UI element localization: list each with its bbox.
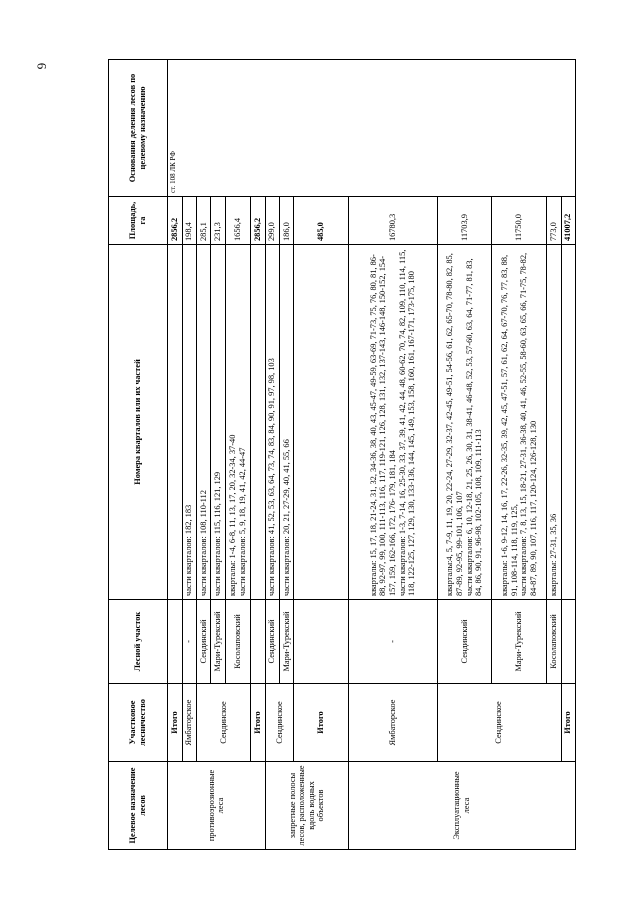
- district-cell: Сендинское: [265, 684, 294, 762]
- total-label: Итого: [561, 684, 575, 762]
- area-label-cell: Косолаповский: [225, 600, 250, 684]
- area-cell: 198,4: [182, 197, 196, 245]
- table-header-row: [109, 60, 168, 850]
- area-label-cell: Сендинский: [265, 600, 279, 684]
- quarters-cell: части кварталов: 41, 52, 53, 63, 64, 73, 74, 83, 84, 90, 91, 97, 98, 103: [265, 245, 279, 600]
- quarters-cell: части кварталов: 182, 183: [182, 245, 196, 600]
- area-label-cell: Сендинский: [197, 600, 211, 684]
- area-cell: 773,0: [547, 197, 561, 245]
- total-area: 41007,2: [561, 197, 575, 245]
- quarters-cell: [492, 245, 547, 600]
- purpose-cell: Эксплуатационные леса: [349, 762, 576, 850]
- area-cell: 11750,0: [492, 197, 547, 245]
- area-label-cell: Косолаповский: [547, 600, 561, 684]
- area-label-cell: -: [349, 600, 438, 684]
- table-row: [168, 60, 182, 850]
- district-cell: Сендинское: [437, 684, 561, 762]
- header-area: Площадь, га: [109, 197, 168, 245]
- area-cell: 299,0: [265, 197, 279, 245]
- area-cell: 186,0: [280, 197, 294, 245]
- total-label: Итого: [168, 684, 182, 762]
- quarters-cell: части кварталов: 20, 21, 27-29, 40, 41, 55, 66: [280, 245, 294, 600]
- total-area: 2856,2: [168, 197, 182, 245]
- quarters-line: кварталы: 15, 17, 18, 21-24, 31, 32, 34-36, 38, 40, 43, 45-47, 49-59, 63-69, 71-73, 75, 76, 80, 81, 86-88, 92-97, 99, 100, 111-113, 116, 117, 119-121, 126, 128, 131, 132, 137-143, 146-148, 150-152, 154-157, 159, 162-166, 172, 176- 179, 181, 184: [368, 254, 398, 596]
- area-cell: 11703,9: [437, 197, 492, 245]
- total-area: 2856,2: [251, 197, 265, 245]
- area-label-cell: Мари-Турекский: [211, 600, 225, 684]
- quarters-cell: кварталы: 27-31, 35, 36: [547, 245, 561, 600]
- quarters-line: кварталы: 1-4, 6-8, 11, 13, 17, 20, 32-34, 37-40: [228, 434, 238, 596]
- area-label-cell: -: [182, 600, 196, 684]
- header-forest-area: Лесной участок: [109, 600, 168, 684]
- area-label-cell: Мари-Турекский: [280, 600, 294, 684]
- forest-purpose-table: [108, 59, 576, 850]
- header-quarters: Номера кварталов или их частей: [109, 245, 168, 600]
- quarters-cell: [225, 245, 250, 600]
- header-basis: Основания деления лесов по целевому назначению: [109, 60, 168, 197]
- quarters-cell: [349, 245, 438, 600]
- quarters-line: кварталы: 1-6, 9-12, 14, 16, 17, 22-26, 32-35, 39, 42, 45, 47-51, 57, 61, 62, 64, 67-70, 76, 77, 83, 88, 91, 108-114, 118, 119, 125,: [499, 254, 519, 596]
- district-cell: Сендинское: [197, 684, 251, 762]
- area-cell: 285,1: [197, 197, 211, 245]
- district-cell: Ямбаторское: [182, 684, 196, 762]
- quarters-cell: части кварталов: 115, 116, 121, 129: [211, 245, 225, 600]
- total-label: Итого: [294, 684, 349, 762]
- quarters-cell: [437, 245, 492, 600]
- basis-cell: ст. 108 ЛК РФ: [168, 60, 576, 197]
- quarters-line: части кварталов: 6, 10, 12-18, 21, 25, 26, 30, 31, 38-41, 46-48, 52, 53, 57-60, 63, 64, 71-77, 81, 83, 84, 86, 90, 91, 96-98, 102-105, 108, 109, 111-113: [464, 258, 484, 596]
- area-label-cell: Сендинский: [437, 600, 492, 684]
- quarters-cell: части кварталов: 108, 110-112: [197, 245, 211, 600]
- rotated-table-container: [108, 60, 576, 850]
- purpose-cell: противоэрозионные леса: [168, 762, 265, 850]
- area-cell: 16780,3: [349, 197, 438, 245]
- quarters-line: части кварталов: 7, 8, 13, 15, 18-21, 27-31, 36-38, 40, 41, 46, 52-55, 58-60, 63, 65, 66, 71-75, 78-82, 84-87, 89, 90, 107, 116, 117, 120-124, 126-128, 130: [519, 252, 538, 596]
- area-cell: 231,3: [211, 197, 225, 245]
- total-label: Итого: [251, 684, 265, 762]
- header-purpose: Целевое назначение лесов: [109, 762, 168, 850]
- quarters-line: части кварталов: 1-3, 7-14, 16, 25-30, 33, 37, 39, 41, 42, 44, 48, 60-62, 70, 74, 82, 109, 110, 114, 115, 118, 122-125, 127, 129, 130, 133-136, 144, 145, 149, 153, 158, 160, 161, 167-171, 173-175, 180: [397, 249, 417, 596]
- page-number: 6: [34, 62, 50, 70]
- area-label-cell: Мари-Турекский: [492, 600, 547, 684]
- purpose-cell: запретные полосы лесов, расположенные вдоль водных объектов: [265, 762, 348, 850]
- quarters-line: части кварталов: 5, 9, 18, 19, 41, 42, 44-47: [238, 447, 247, 596]
- header-district: Участковое лесничество: [109, 684, 168, 762]
- district-cell: Ямбаторское: [349, 684, 438, 762]
- area-cell: 1656,4: [225, 197, 250, 245]
- quarters-line: кварталы:4, 5, 7-9, 11, 19, 20, 22-24, 27-29, 32-37, 42-45, 49-51, 54-56, 61, 62, 65-70, 78-80, 82, 85, 87-89, 92-95, 99-101, 106, 107: [445, 253, 464, 596]
- total-area: 485,0: [294, 197, 349, 245]
